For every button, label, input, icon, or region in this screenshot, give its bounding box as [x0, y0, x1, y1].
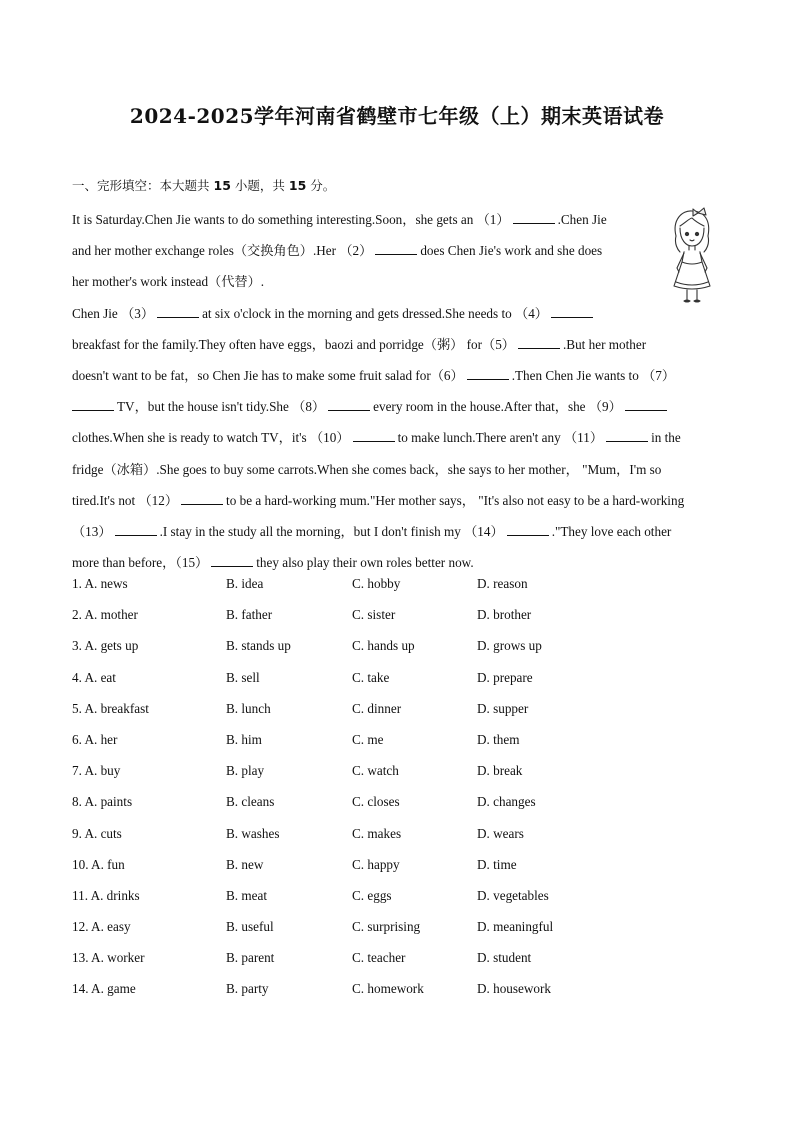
option-row-4	[72, 670, 632, 701]
blank-2[interactable]	[375, 241, 417, 255]
option-4-b[interactable]: B. sell	[226, 669, 260, 685]
option-13-b[interactable]: B. parent	[226, 950, 275, 966]
option-11-a[interactable]: 11. A. drinks	[72, 887, 140, 903]
option-6-d[interactable]: D. them	[477, 731, 520, 747]
option-8-c[interactable]: C. closes	[352, 794, 400, 810]
option-4-a[interactable]: 4. A. eat	[72, 669, 116, 685]
passage-line: and her mother exchange roles（交换角色）.Her （2） does Chen Jie's work and she does	[72, 243, 603, 259]
option-2-c[interactable]: C. sister	[352, 607, 396, 623]
option-row-2	[72, 607, 632, 638]
option-1-a[interactable]: 1. A. news	[72, 576, 128, 591]
blank-13[interactable]	[115, 522, 157, 536]
option-11-d[interactable]: D. vegetables	[477, 887, 549, 903]
option-3-c[interactable]: C. hands up	[352, 638, 415, 654]
section-mid: 小题，共	[234, 178, 285, 193]
total-score: 15	[288, 178, 307, 193]
option-row-3	[72, 638, 632, 669]
option-11-b[interactable]: B. meat	[226, 887, 268, 903]
option-5-b[interactable]: B. lunch	[226, 700, 271, 716]
passage-line: breakfast for the family.They often have eggs，baozi and porridge（粥） for（5） .But her mother	[72, 336, 647, 352]
option-10-a[interactable]: 10. A. fun	[72, 856, 125, 872]
option-row-7	[72, 763, 632, 794]
option-5-d[interactable]: D. supper	[477, 700, 529, 716]
passage-line: Chen Jie （3） at six o'clock in the morning and gets dressed.She needs to （4）	[72, 298, 724, 329]
passage-line: her mother's work instead（代替）.	[72, 274, 265, 290]
option-10-c[interactable]: C. happy	[352, 856, 400, 872]
option-9-c[interactable]: C. makes	[352, 825, 402, 841]
blank-6[interactable]	[467, 366, 509, 380]
blank-11[interactable]	[606, 428, 648, 442]
option-13-a[interactable]: 13. A. worker	[72, 950, 145, 966]
section-suffix: 分。	[310, 178, 336, 193]
section-heading	[72, 176, 335, 194]
blank-8[interactable]	[328, 397, 370, 411]
option-row-13	[72, 950, 632, 981]
option-12-b[interactable]: B. useful	[226, 919, 274, 935]
blank-14[interactable]	[507, 522, 549, 536]
question-count: 15	[213, 178, 231, 193]
blank-7[interactable]	[72, 397, 114, 411]
blank-10[interactable]	[353, 428, 395, 442]
option-9-d[interactable]: D. wears	[477, 825, 524, 841]
blank-15[interactable]	[211, 553, 253, 567]
passage-line: tired.It's not （12） to be a hard-working mum."Her mother says， "It's also not easy to be a hard-working	[72, 492, 685, 508]
option-8-d[interactable]: D. changes	[477, 794, 536, 810]
blank-4[interactable]	[551, 304, 593, 318]
option-14-d[interactable]: D. housework	[477, 981, 551, 997]
option-1-c[interactable]: C. hobby	[352, 576, 401, 591]
option-10-b[interactable]: B. new	[226, 856, 264, 872]
passage-line: fridge（冰箱）.She goes to buy some carrots.When she comes back，she says to her mother， "Mum，I'm so	[72, 461, 662, 477]
option-6-a[interactable]: 6. A. her	[72, 731, 118, 747]
option-row-6	[72, 732, 632, 763]
option-3-a[interactable]: 3. A. gets up	[72, 638, 139, 654]
girl-illustration	[660, 206, 722, 306]
option-row-1	[72, 576, 632, 607]
option-row-11	[72, 888, 632, 919]
option-row-9	[72, 826, 632, 857]
blank-5[interactable]	[518, 335, 560, 349]
option-11-c[interactable]: C. eggs	[352, 887, 392, 903]
option-2-a[interactable]: 2. A. mother	[72, 607, 138, 623]
option-row-8	[72, 794, 632, 825]
option-12-c[interactable]: C. surprising	[352, 919, 421, 935]
exam-title: 2024-2025学年河南省鹤壁市七年级（上）期末英语试卷	[129, 104, 665, 128]
option-4-c[interactable]: C. take	[352, 669, 390, 685]
option-14-a[interactable]: 14. A. game	[72, 981, 136, 997]
option-13-c[interactable]: C. teacher	[352, 950, 406, 966]
blank-9[interactable]	[625, 397, 667, 411]
option-14-c[interactable]: C. homework	[352, 981, 424, 997]
section-prefix: 一、完形填空：本大题共	[72, 178, 210, 193]
blank-12[interactable]	[181, 491, 223, 505]
option-row-10	[72, 857, 632, 888]
passage-line: It is Saturday.Chen Jie wants to do something interesting.Soon，she gets an （1） .Chen Jie	[72, 212, 607, 227]
option-9-a[interactable]: 9. A. cuts	[72, 825, 122, 841]
option-12-a[interactable]: 12. A. easy	[72, 919, 131, 935]
option-4-d[interactable]: D. prepare	[477, 669, 533, 685]
option-1-d[interactable]: D. reason	[477, 576, 528, 591]
option-row-5	[72, 701, 632, 732]
option-7-b[interactable]: B. play	[226, 763, 265, 779]
option-2-b[interactable]: B. father	[226, 607, 273, 623]
option-7-d[interactable]: D. break	[477, 763, 523, 779]
option-6-b[interactable]: B. him	[226, 731, 262, 747]
option-5-a[interactable]: 5. A. breakfast	[72, 700, 149, 716]
blank-1[interactable]	[513, 210, 555, 224]
option-row-14	[72, 981, 632, 1012]
option-14-b[interactable]: B. party	[226, 981, 269, 997]
passage-line: （13） .I stay in the study all the morning，but I don't finish my （14） ."They love each other	[72, 523, 672, 539]
passage-line: TV，but the house isn't tidy.She （8） every room in the house.After that，she （9）	[72, 391, 724, 422]
option-3-d[interactable]: D. grows up	[477, 638, 542, 654]
option-7-c[interactable]: C. watch	[352, 763, 399, 779]
option-8-a[interactable]: 8. A. paints	[72, 794, 133, 810]
option-13-d[interactable]: D. student	[477, 950, 532, 966]
option-3-b[interactable]: B. stands up	[226, 638, 291, 654]
option-row-12	[72, 919, 632, 950]
option-7-a[interactable]: 7. A. buy	[72, 763, 121, 779]
option-10-d[interactable]: D. time	[477, 856, 517, 872]
option-1-b[interactable]: B. idea	[226, 576, 264, 591]
passage-line: doesn't want to be fat，so Chen Jie has to make some fruit salad for（6） .Then Chen Jie wants to （7）	[72, 367, 676, 383]
passage-line: clothes.When she is ready to watch TV，it's （10） to make lunch.There aren't any （11） in the	[72, 430, 681, 446]
option-12-d[interactable]: D. meaningful	[477, 919, 554, 935]
option-2-d[interactable]: D. brother	[477, 607, 532, 623]
cloze-passage	[72, 204, 724, 578]
answer-options	[72, 576, 632, 1013]
option-9-b[interactable]: B. washes	[226, 825, 280, 841]
passage-line: more than before，（15） they also play their own roles better now.	[72, 555, 474, 571]
option-6-c[interactable]: C. me	[352, 731, 384, 747]
option-8-b[interactable]: B. cleans	[226, 794, 275, 810]
option-5-c[interactable]: C. dinner	[352, 700, 402, 716]
blank-3[interactable]	[157, 304, 199, 318]
